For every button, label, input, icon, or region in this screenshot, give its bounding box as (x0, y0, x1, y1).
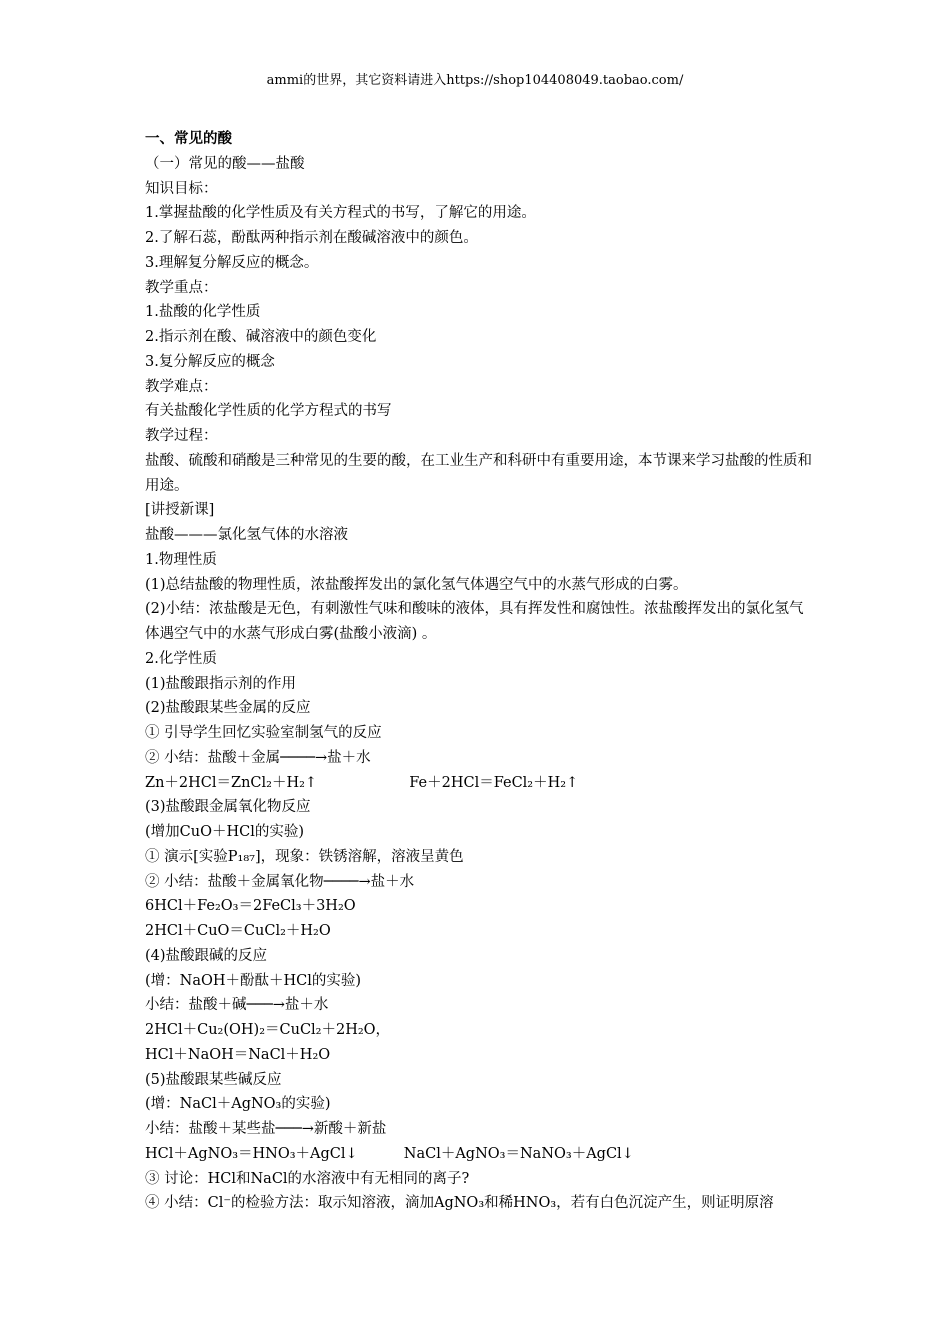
text-line: ① 引导学生回忆实验室制氢气的反应 (145, 725, 382, 741)
text-line: ② 小结：盐酸＋金属氧化物────→盐＋水 (145, 873, 415, 890)
paragraph: 盐酸、硫酸和硝酸是三种常见的生要的酸，在工业生产和科研中有重要用途，本节课来学习盐酸的性质和用途。 (145, 452, 812, 494)
text-line: 有关盐酸化学性质的化学方程式的书写 (145, 403, 392, 420)
equation-line: 6HCl＋Fe₂O₃＝2FeCl₃＋3H₂O (145, 898, 356, 915)
text-line: (1)盐酸跟指示剂的作用 (145, 675, 297, 692)
text-line: (5)盐酸跟某些碱反应 (145, 1071, 282, 1088)
text-line: (增：NaOH＋酚酞＋HCl的实验) (145, 972, 362, 989)
text-line: (增：NaCl＋AgNO₃的实验) (145, 1096, 331, 1113)
text-line: 教学难点： (145, 378, 218, 395)
text-line: (4)盐酸跟碱的反应 (145, 947, 268, 964)
text-line: 3.理解复分解反应的概念。 (145, 254, 319, 271)
text-line: 2.指示剂在酸、碱溶液中的颜色变化 (145, 329, 377, 345)
text-line: 1.物理性质 (145, 551, 217, 568)
document-body (145, 127, 815, 1216)
text-line: 教学重点： (145, 279, 218, 296)
text-line: (1)总结盐酸的物理性质，浓盐酸挥发出的氯化氢气体遇空气中的水蒸气形成的白雾。 (145, 576, 688, 593)
equation-line: HCl＋AgNO₃＝HNO₃＋AgCl↓ NaCl＋AgNO₃＝NaNO₃＋AgCl↓ (145, 1145, 634, 1162)
equation-line: 2HCl＋CuO＝CuCl₂＋H₂O (145, 923, 331, 939)
text-line: 小结：盐酸＋某些盐───→新酸＋新盐 (145, 1121, 387, 1137)
text-line: (3)盐酸跟金属氧化物反应 (145, 799, 311, 816)
paragraph: (2)小结：浓盐酸是无色，有刺激性气味和酸味的液体，具有挥发性和腐蚀性。浓盐酸挥发出的氯化氢气体遇空气中的水蒸气形成白雾(盐酸小液滴) 。 (145, 601, 804, 642)
equation-line: 2HCl＋Cu₂(OH)₂＝CuCl₂＋2H₂O， (145, 1022, 391, 1038)
text-line: 小结：盐酸＋碱───→盐＋水 (145, 997, 329, 1014)
section-heading: 一、常见的酸 (145, 130, 232, 147)
text-line: 盐酸———氯化氢气体的水溶液 (145, 527, 348, 543)
equation-line: HCl＋NaOH＝NaCl＋H₂O (145, 1046, 331, 1063)
text-line: 1.盐酸的化学性质 (145, 304, 261, 321)
equation-line: Zn＋2HCl＝ZnCl₂＋H₂↑ Fe＋2HCl＝FeCl₂＋H₂↑ (145, 774, 579, 791)
text-line: 知识目标： (145, 180, 218, 197)
text-line: 1.掌握盐酸的化学性质及有关方程式的书写，了解它的用途。 (145, 205, 536, 222)
text-line: ① 演示[实验P₁₈₇]，现象：铁锈溶解，溶液呈黄色 (145, 848, 464, 865)
text-line: 2.了解石蕊，酚酞两种指示剂在酸碱溶液中的颜色。 (145, 230, 478, 246)
text-line: (增加CuO＋HCl的实验) (145, 824, 305, 840)
text-line: [讲授新课] (145, 502, 215, 519)
text-line: ② 小结：盐酸＋金属────→盐＋水 (145, 749, 371, 766)
text-line: 教学过程： (145, 428, 218, 444)
text-line: ④ 小结：Cl⁻的检验方法：取示知溶液，滴加AgNO₃和稀HNO₃，若有白色沉淀产生，则证明原溶 (145, 1195, 774, 1212)
text-line: 2.化学性质 (145, 650, 217, 667)
subsection-title: （一）常见的酸——盐酸 (145, 155, 305, 172)
text-line: (2)盐酸跟某些金属的反应 (145, 700, 311, 717)
page-header: ammi的世界，其它资料请进入https://shop104408049.taobao.com/ (266, 73, 684, 88)
text-line: 3.复分解反应的概念 (145, 353, 275, 370)
text-line: ③ 讨论：HCl和NaCl的水溶液中有无相同的离子? (145, 1170, 470, 1187)
